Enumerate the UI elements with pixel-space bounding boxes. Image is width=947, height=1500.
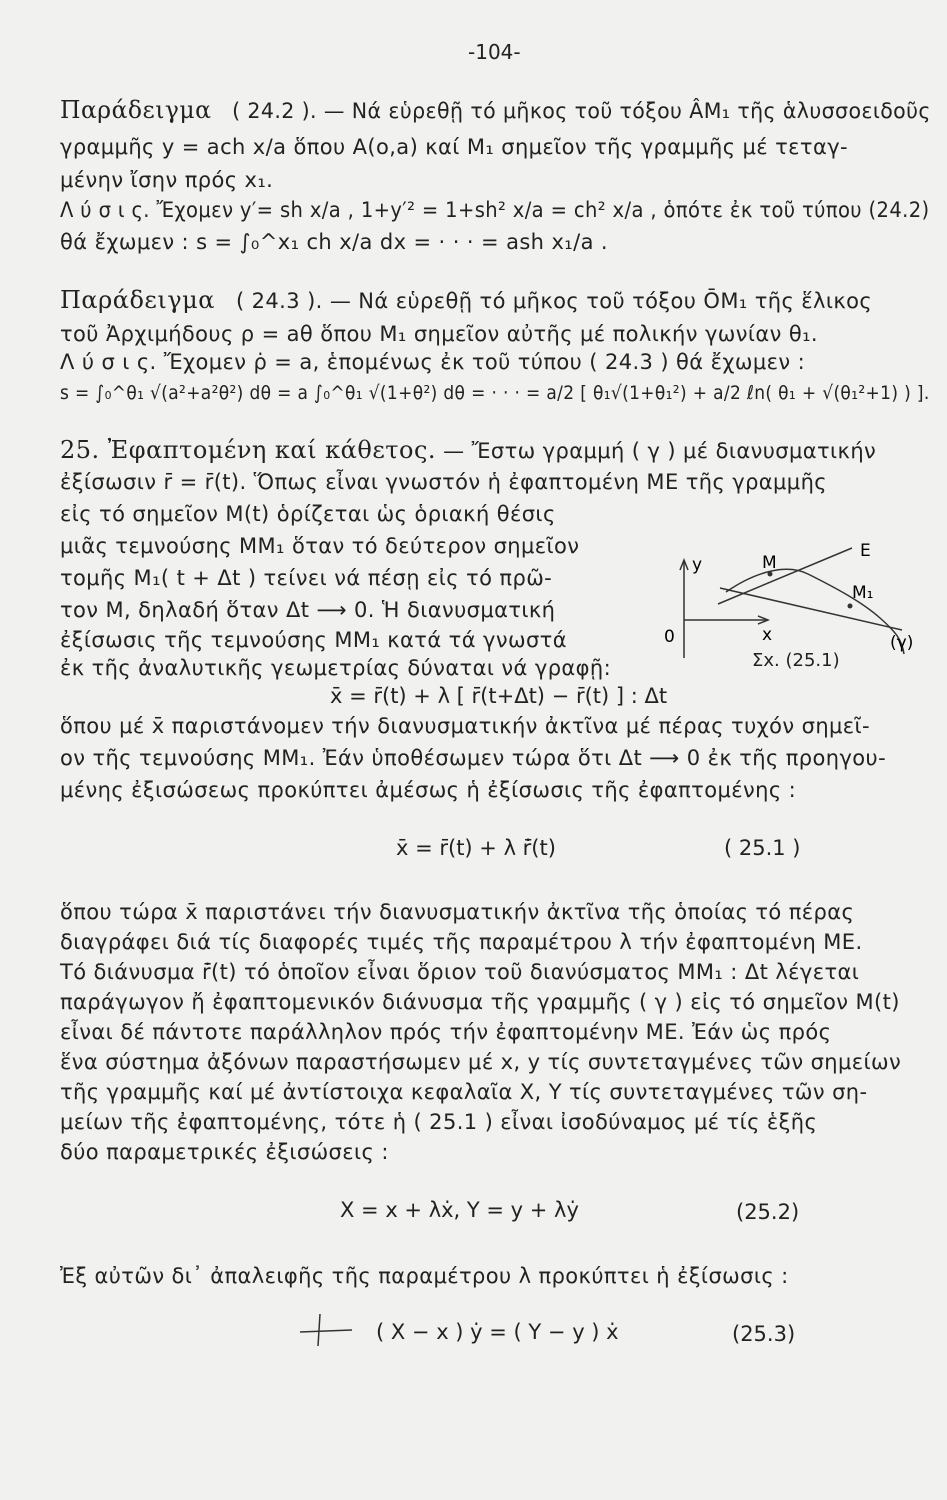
label-gamma: (γ) bbox=[890, 633, 914, 653]
equation-25-3-label: (25.3) bbox=[732, 1322, 796, 1346]
section-25-para3-line-4: παράγωγον ἤ ἐφαπτομενικόν διάνυσμα τῆς γραμμῆς ( γ ) εἰς τό σημεῖον M(t) bbox=[60, 990, 900, 1014]
example-title: Παράδειγμα bbox=[60, 286, 215, 314]
example-24-2-solution: Λ ύ σ ι ς. Ἔχομεν y′= sh x/a , 1+y′² = 1+sh² x/a = ch² x/a , ὁπότε ἐκ τοῦ τύπου (24.2) bbox=[60, 198, 930, 222]
section-25-para3-line-6: ἕνα σύστημα ἀξόνων παραστήσωμεν μέ x, y τίς συντεταγμένες τῶν σημείων bbox=[60, 1050, 902, 1074]
example-24-2-result: θά ἔχωμεν : s = ∫₀^x₁ ch x/a dx = · · · = ash x₁/a . bbox=[60, 230, 609, 254]
example-24-3-line-1: ( 24.3 ). — Νά εὑρεθῇ τό μῆκος τοῦ τόξου ŌM₁ τῆς ἕλικος bbox=[235, 289, 873, 313]
page-number: -104- bbox=[468, 40, 521, 64]
section-title: 25. Ἐφαπτομένη καί κάθετος. bbox=[60, 436, 437, 464]
label-M: M bbox=[762, 553, 777, 573]
example-24-2-line-3: μένην ἴσην πρός x₁. bbox=[60, 168, 274, 192]
section-25-para1-line-6: ἐξίσωσις τῆς τεμνούσης MM₁ κατά τά γνωστά bbox=[60, 628, 567, 652]
section-25-para3-line-3: Τό διάνυσμα r̄̇(t) τό ὁποῖον εἶναι ὅριον τοῦ διανύσματος MM₁ : Δt λέγεται bbox=[60, 960, 860, 984]
secant-equation: x̄ = r̄(t) + λ [ r̄(t+Δt) − r̄(t) ] : Δt bbox=[330, 684, 668, 708]
section-25-para1-line-4: τομῆς M₁( t + Δt ) τείνει νά πέσῃ εἰς τό πρῶ- bbox=[60, 566, 553, 590]
secant-line bbox=[720, 588, 902, 630]
section-25-para1-line-1: ἐξίσωσιν r̄ = r̄(t). Ὅπως εἶναι γνωστόν ἡ ἐφαπτομένη ME τῆς γραμμῆς bbox=[60, 470, 827, 494]
section-25-para1-line-3: μιᾶς τεμνούσης MM₁ ὅταν τό δεύτερον σημεῖον bbox=[60, 534, 580, 558]
example-24-3-line-2: τοῦ Ἀρχιμήδους ρ = aθ ὅπου M₁ σημεῖον αὐτῆς μέ πολικήν γωνίαν θ₁. bbox=[60, 322, 818, 346]
label-origin: 0 bbox=[664, 627, 675, 647]
section-25-para3-line-2: διαγράφει διά τίς διαφορές τιμές τῆς παραμέτρου λ τήν ἐφαπτομένη ME. bbox=[60, 930, 863, 954]
equation-25-2: X = x + λẋ, Y = y + λẏ bbox=[340, 1198, 579, 1222]
label-x: x bbox=[762, 625, 773, 645]
equation-25-3: ( X − x ) ẏ = ( Y − y ) ẋ bbox=[376, 1320, 619, 1344]
tangent-line bbox=[718, 548, 852, 604]
section-25-para3-line-1: ὅπου τώρα x̄ παριστάνει τήν διανυσματικήν ἀκτῖνα τῆς ὁποίας τό πέρας bbox=[60, 900, 855, 924]
curve-gamma bbox=[726, 569, 904, 654]
equation-25-1: x̄ = r̄(t) + λ r̄̇(t) bbox=[396, 836, 556, 860]
example-24-3-result: s = ∫₀^θ₁ √(a²+a²θ²) dθ = a ∫₀^θ₁ √(1+θ²) dθ = · · · = a/2 [ θ₁√(1+θ₁²) + a/2 ℓn( θ₁ + √(θ₁²+1) ) ]. bbox=[60, 382, 930, 404]
margin-cross-mark bbox=[296, 1310, 356, 1350]
example-24-2-line-2: γραμμῆς y = ach x/a ὅπου A(o,a) καί M₁ σημεῖον τῆς γραμμῆς μέ τεταγ- bbox=[60, 135, 848, 159]
example-24-3-heading bbox=[60, 286, 872, 314]
example-24-3-solution: Λ ύ σ ι ς. Ἔχομεν ρ̇ = a, ἑπομένως ἐκ τοῦ τύπου ( 24.3 ) θά ἔχωμεν : bbox=[60, 350, 806, 374]
section-25-para3-line-5: εἶναι δέ πάντοτε παράλληλον πρός τήν ἐφαπτομένην ME. Ἐάν ὡς πρός bbox=[60, 1020, 832, 1044]
figure-caption: Σx. (25.1) bbox=[752, 650, 840, 671]
example-24-2-heading bbox=[60, 96, 931, 124]
point-M1 bbox=[848, 604, 853, 609]
section-intro: — Ἔστω γραμμή ( γ ) μέ διανυσματικήν bbox=[443, 439, 877, 463]
label-M1: M₁ bbox=[852, 583, 874, 603]
section-25-para3-line-8: μείων τῆς ἐφαπτομένης, τότε ἡ ( 25.1 ) εἶναι ἰσοδύναμος μέ τίς ἑξῆς bbox=[60, 1110, 818, 1134]
section-25-para3-line-7: τῆς γραμμῆς καί μέ ἀντίστοιχα κεφαλαῖα X, Y τίς συντεταγμένες τῶν ση- bbox=[60, 1080, 868, 1104]
section-25-para2-line-2: ον τῆς τεμνούσης MM₁. Ἐάν ὑποθέσωμεν τώρα ὅτι Δt ⟶ 0 ἐκ τῆς προηγου- bbox=[60, 746, 887, 770]
section-25-para1-line-5: τον M, δηλαδή ὅταν Δt ⟶ 0. Ἡ διανυσματική bbox=[60, 598, 556, 622]
section-25-para4: Ἐξ αὐτῶν δι᾽ ἀπαλειφῆς τῆς παραμέτρου λ προκύπτει ἡ ἐξίσωσις : bbox=[60, 1264, 789, 1288]
example-24-2-line-1: ( 24.2 ). — Νά εὑρεθῇ τό μῆκος τοῦ τόξου ÂM₁ τῆς ἁλυσσοειδοῦς bbox=[232, 99, 931, 123]
section-25-para3-line-9: δύο παραμετρικές ἐξισώσεις : bbox=[60, 1140, 389, 1164]
section-25-para2-line-1: ὅπου μέ x̄ παριστάνομεν τήν διανυσματικήν ἀκτῖνα μέ πέρας τυχόν σημεῖ- bbox=[60, 714, 871, 738]
equation-25-1-label: ( 25.1 ) bbox=[724, 836, 801, 860]
label-E: E bbox=[860, 541, 871, 561]
label-y: y bbox=[692, 555, 703, 575]
section-25-para2-line-3: μένης ἐξισώσεως προκύπτει ἀμέσως ἡ ἐξίσωσις τῆς ἐφαπτομένης : bbox=[60, 778, 797, 802]
section-25-heading bbox=[60, 436, 876, 464]
section-25-para1-line-2: εἰς τό σημεῖον M(t) ὁρίζεται ὡς ὁριακή θέσις bbox=[60, 502, 556, 526]
section-25-para1-line-7: ἐκ τῆς ἀναλυτικῆς γεωμετρίας δύναται νά γραφῇ: bbox=[60, 656, 612, 680]
example-title: Παράδειγμα bbox=[60, 96, 212, 124]
equation-25-2-label: (25.2) bbox=[736, 1200, 800, 1224]
